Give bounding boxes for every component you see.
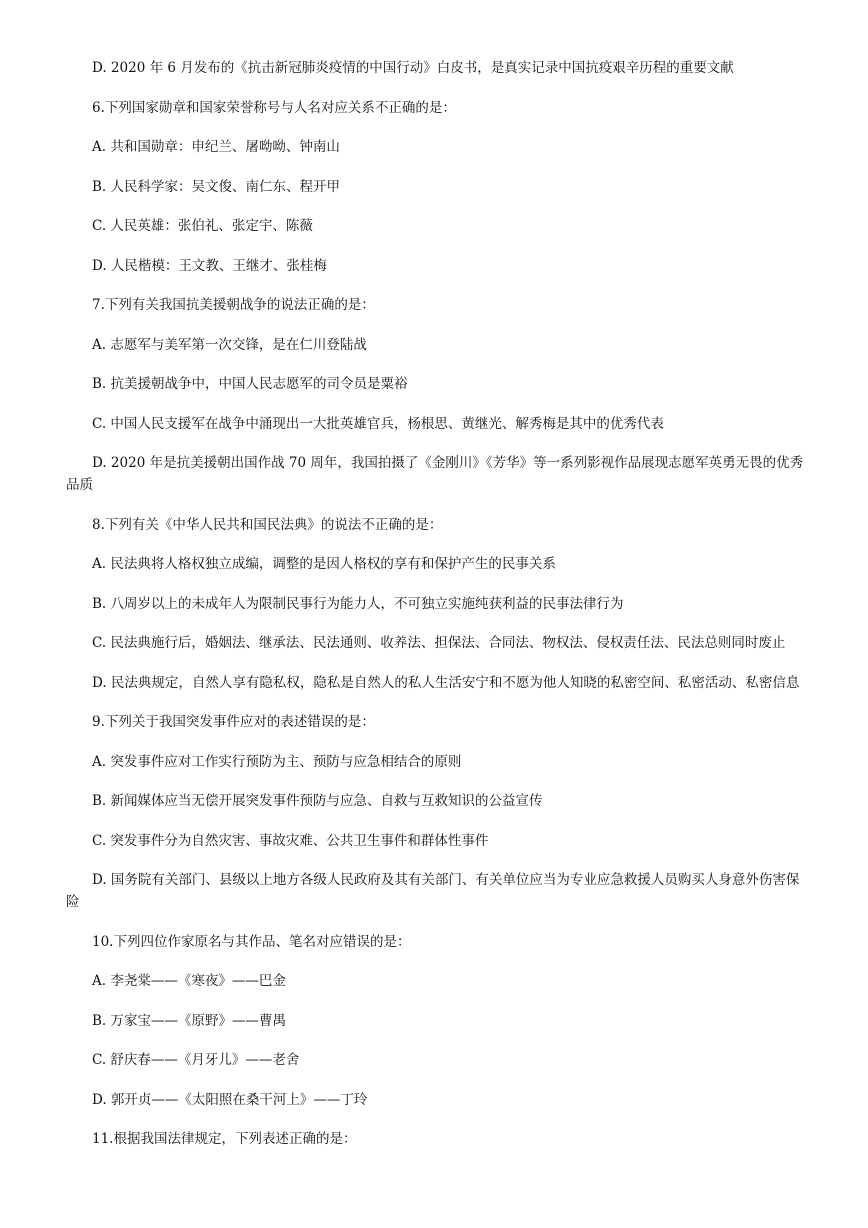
option-q10-d: D. 郭开贞——《太阳照在桑干河上》——丁玲 (92, 1091, 368, 1108)
option-q8-d: D. 民法典规定，自然人享有隐私权，隐私是自然人的私人生活安宁和不愿为他人知晓的私密空间、私密活动、私密信息 (92, 674, 800, 691)
option-q7-c: C. 中国人民支援军在战争中涌现出一大批英雄官兵，杨根思、黄继光、解秀梅是其中的优秀代表 (92, 415, 664, 432)
option-q8-a: A. 民法典将人格权独立成编，调整的是因人格权的享有和保护产生的民事关系 (92, 556, 556, 572)
option-q8-b: B. 八周岁以上的未成年人为限制民事行为能力人，不可独立实施纯获利益的民事法律行为 (92, 595, 624, 612)
option-q6-d: D. 人民楷模：王文教、王继才、张桂梅 (92, 257, 327, 274)
question-10: 10.下列四位作家原名与其作品、笔名对应错误的是： (92, 933, 411, 950)
option-q6-b: B. 人民科学家：吴文俊、南仁东、程开甲 (92, 178, 341, 195)
option-q9-a: A. 突发事件应对工作实行预防为主、预防与应急相结合的原则 (92, 753, 462, 770)
option-q9-c: C. 突发事件分为自然灾害、事故灾难、公共卫生事件和群体性事件 (92, 832, 489, 849)
question-9: 9.下列关于我国突发事件应对的表述错误的是： (92, 714, 375, 730)
option-q9-b: B. 新闻媒体应当无偿开展突发事件预防与应急、自救与互救知识的公益宣传 (92, 793, 543, 809)
document-body (66, 57, 806, 1168)
option-q7-a: A. 志愿军与美军第一次交锋，是在仁川登陆战 (92, 336, 367, 353)
question-8: 8.下列有关《中华人民共和国民法典》的说法不正确的是： (92, 516, 443, 533)
option-q6-c: C. 人民英雄：张伯礼、张定宇、陈薇 (92, 218, 313, 234)
option-q10-b: B. 万家宝——《原野》——曹禺 (92, 1012, 287, 1029)
option-q7-b: B. 抗美援朝战争中，中国人民志愿军的司令员是粟裕 (92, 376, 408, 392)
option-q10-a: A. 李尧棠——《寒夜》——巴金 (92, 973, 286, 989)
option-q7-d: D. 2020 年是抗美援朝出国作战 70 周年，我国拍摄了《金刚川》《芳华》等一系列影视作品展现志愿军英勇无畏的优秀品质 (66, 455, 804, 493)
option-q6-a: A. 共和国勋章：申纪兰、屠呦呦、钟南山 (92, 139, 340, 155)
option-q8-c: C. 民法典施行后，婚姻法、继承法、民法通则、收养法、担保法、合同法、物权法、侵权责任法、民法总则同时废止 (92, 635, 786, 651)
question-11: 11.根据我国法律规定，下列表述正确的是： (92, 1131, 357, 1147)
option-q5-d: D. 2020 年 6 月发布的《抗击新冠肺炎疫情的中国行动》白皮书，是真实记录中国抗疫艰辛历程的重要文献 (92, 60, 734, 76)
question-6: 6.下列国家勋章和国家荣誉称号与人名对应关系不正确的是： (92, 99, 456, 116)
question-7: 7.下列有关我国抗美援朝战争的说法正确的是： (92, 297, 375, 313)
option-q10-c: C. 舒庆春——《月牙儿》——老舍 (92, 1052, 300, 1068)
option-q9-d: D. 国务院有关部门、县级以上地方各级人民政府及其有关部门、有关单位应当为专业应急救援人员购买人身意外伤害保险 (66, 872, 800, 910)
